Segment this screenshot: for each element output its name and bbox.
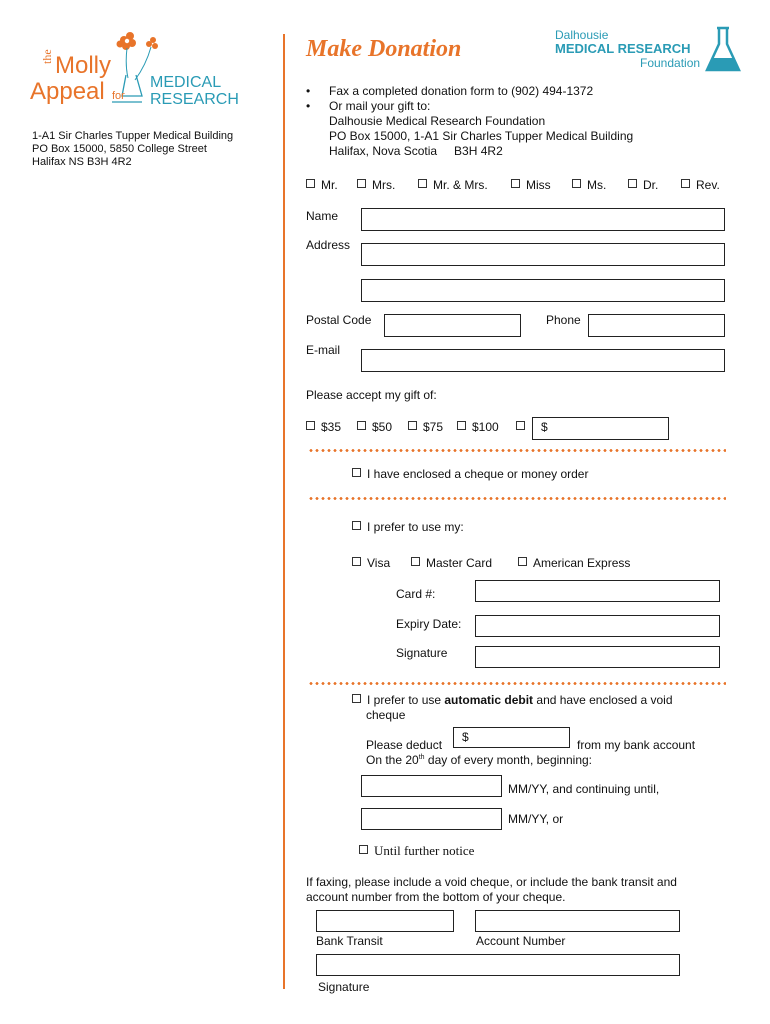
- checkbox[interactable]: [518, 557, 527, 566]
- gift-option-other[interactable]: [516, 420, 531, 434]
- checkbox[interactable]: [306, 179, 315, 188]
- card-number-field[interactable]: [475, 580, 720, 602]
- checkbox[interactable]: [457, 421, 466, 430]
- dalhousie-logo-line3: Foundation: [640, 56, 701, 70]
- deduct-label: Please deduct: [366, 738, 443, 752]
- salutation-label: Rev.: [696, 178, 720, 192]
- checkbox[interactable]: [411, 557, 420, 566]
- logo-appeal: Appeal: [30, 78, 105, 105]
- logo-for: for: [112, 90, 125, 102]
- ordinal-suffix: th: [418, 754, 425, 761]
- instructions: [306, 84, 746, 114]
- until-notice-option[interactable]: [359, 843, 474, 859]
- mail-instruction: • Or mail your gift to:: [306, 99, 746, 114]
- logo-the: the: [40, 49, 54, 64]
- checkbox[interactable]: [628, 179, 637, 188]
- card-option[interactable]: [352, 520, 464, 534]
- day-text: day of every month, beginning:: [424, 753, 592, 767]
- dalhousie-logo-line2: MEDICAL RESEARCH: [555, 41, 691, 56]
- gift-option-label: $35: [321, 420, 342, 434]
- dalhousie-logo: [555, 26, 745, 76]
- checkbox[interactable]: [681, 179, 690, 188]
- debit-text-pre: I prefer to use: [367, 693, 445, 707]
- mail-address: [329, 114, 633, 159]
- name-label: Name: [306, 209, 339, 223]
- fax-instruction: • Fax a completed donation form to (902) 494-1372: [306, 84, 746, 99]
- salutation-label: Ms.: [587, 178, 607, 192]
- card-mastercard[interactable]: [411, 556, 492, 570]
- faxing-note-line: account number from the bottom of your cheque.: [306, 890, 566, 904]
- email-label: E-mail: [306, 343, 341, 357]
- on-the-text: On the 20: [366, 753, 419, 767]
- checkbox[interactable]: [357, 179, 366, 188]
- vertical-divider: [283, 34, 285, 989]
- dotted-divider: [308, 682, 726, 685]
- account-number-field[interactable]: [475, 910, 680, 932]
- postal-code-label: Postal Code: [306, 313, 372, 327]
- debit-text-bold: automatic debit: [444, 693, 534, 707]
- checkbox[interactable]: [352, 694, 361, 703]
- page-title: Make Donation: [306, 36, 462, 62]
- left-address-line: 1-A1 Sir Charles Tupper Medical Building: [32, 130, 234, 142]
- currency-prefix: $: [462, 730, 469, 744]
- gift-option-50[interactable]: [357, 420, 392, 434]
- salutation-mrs[interactable]: [357, 178, 395, 192]
- account-number-label: Account Number: [476, 934, 566, 948]
- salutation-miss[interactable]: [511, 178, 551, 192]
- signature-label: Signature: [318, 980, 370, 994]
- card-type-label: Master Card: [426, 556, 493, 570]
- left-address-line: Halifax NS B3H 4R2: [32, 156, 132, 168]
- phone-field[interactable]: [588, 314, 725, 337]
- card-signature-label: Signature: [396, 646, 448, 660]
- signature-field[interactable]: [316, 954, 680, 976]
- debit-text-line2: cheque: [366, 708, 406, 722]
- card-type-label: Visa: [367, 556, 391, 570]
- checkbox[interactable]: [352, 468, 361, 477]
- checkbox[interactable]: [359, 845, 368, 854]
- card-visa[interactable]: [352, 556, 390, 570]
- bank-transit-field[interactable]: [316, 910, 454, 932]
- day-of-month-text: [366, 753, 592, 767]
- currency-prefix: $: [541, 420, 548, 434]
- debit-text-post: and have enclosed a void: [533, 693, 673, 707]
- checkbox[interactable]: [572, 179, 581, 188]
- salutation-label: Mr.: [321, 178, 338, 192]
- cheque-option[interactable]: [352, 467, 588, 481]
- logo-research: RESEARCH: [150, 91, 239, 108]
- checkbox[interactable]: [306, 421, 315, 430]
- card-signature-field[interactable]: [475, 646, 720, 668]
- start-date-field[interactable]: [361, 775, 502, 797]
- salutation-dr[interactable]: [628, 178, 658, 192]
- gift-option-75[interactable]: [408, 420, 443, 434]
- salutation-label: Miss: [526, 178, 551, 192]
- logo-molly: Molly: [55, 52, 112, 79]
- expiry-field[interactable]: [475, 615, 720, 637]
- deduct-amount-field[interactable]: [453, 727, 570, 748]
- faxing-note: [306, 875, 677, 905]
- cheque-label: I have enclosed a cheque or money order: [367, 467, 589, 481]
- address-field-line2[interactable]: [361, 279, 725, 302]
- gift-option-label: $50: [372, 420, 393, 434]
- card-number-label: Card #:: [396, 587, 436, 601]
- checkbox[interactable]: [352, 557, 361, 566]
- logo-medical: MEDICAL: [150, 74, 222, 91]
- molly-appeal-logo: [30, 30, 245, 115]
- postal-code-field[interactable]: [384, 314, 521, 337]
- faxing-note-line: If faxing, please include a void cheque, or include the bank transit and: [306, 875, 677, 889]
- checkbox[interactable]: [511, 179, 520, 188]
- card-amex[interactable]: [518, 556, 630, 570]
- salutation-label: Mr. & Mrs.: [433, 178, 488, 192]
- from-account-label: from my bank account: [577, 738, 696, 752]
- end-date-field[interactable]: [361, 808, 502, 830]
- phone-label: Phone: [546, 313, 581, 327]
- checkbox[interactable]: [357, 421, 366, 430]
- dalhousie-logo-line1: Dalhousie: [555, 28, 609, 42]
- dotted-divider: [308, 449, 726, 452]
- left-address: [32, 130, 233, 169]
- dotted-divider: [308, 497, 726, 500]
- mail-address-city: Halifax, Nova Scotia: [329, 144, 438, 158]
- salutation-rev[interactable]: [681, 178, 720, 192]
- card-prefer-label: I prefer to use my:: [367, 520, 464, 534]
- checkbox[interactable]: [516, 421, 525, 430]
- checkbox[interactable]: [418, 179, 427, 188]
- checkbox[interactable]: [408, 421, 417, 430]
- salutation-mr[interactable]: [306, 178, 338, 192]
- mail-address-postal: B3H 4R2: [454, 144, 503, 158]
- mail-address-line: PO Box 15000, 1-A1 Sir Charles Tupper Medical Building: [329, 129, 634, 143]
- address-label: Address: [306, 238, 351, 252]
- name-field[interactable]: [361, 208, 725, 231]
- auto-debit-option[interactable]: [352, 693, 702, 708]
- gift-option-100[interactable]: [457, 420, 499, 434]
- gift-option-35[interactable]: [306, 420, 341, 434]
- salutation-mr-mrs[interactable]: [418, 178, 488, 192]
- expiry-label: Expiry Date:: [396, 617, 462, 631]
- flask-icon: [705, 26, 741, 74]
- bank-transit-label: Bank Transit: [316, 934, 383, 948]
- checkbox[interactable]: [352, 521, 361, 530]
- salutation-ms[interactable]: [572, 178, 606, 192]
- mmyy-continue-label: MM/YY, and continuing until,: [508, 782, 660, 796]
- card-type-label: American Express: [533, 556, 631, 570]
- email-field[interactable]: [361, 349, 725, 372]
- gift-prompt: Please accept my gift of:: [306, 388, 437, 402]
- gift-other-amount-field[interactable]: [532, 417, 669, 440]
- gift-option-label: $100: [472, 420, 499, 434]
- left-address-line: PO Box 15000, 5850 College Street: [32, 143, 207, 155]
- address-field-line1[interactable]: [361, 243, 725, 266]
- mail-address-line: Dalhousie Medical Research Foundation: [329, 114, 546, 128]
- mmyy-or-label: MM/YY, or: [508, 812, 564, 826]
- salutation-label: Dr.: [643, 178, 659, 192]
- gift-option-label: $75: [423, 420, 444, 434]
- salutation-label: Mrs.: [372, 178, 396, 192]
- until-notice-label: Until further notice: [374, 843, 475, 858]
